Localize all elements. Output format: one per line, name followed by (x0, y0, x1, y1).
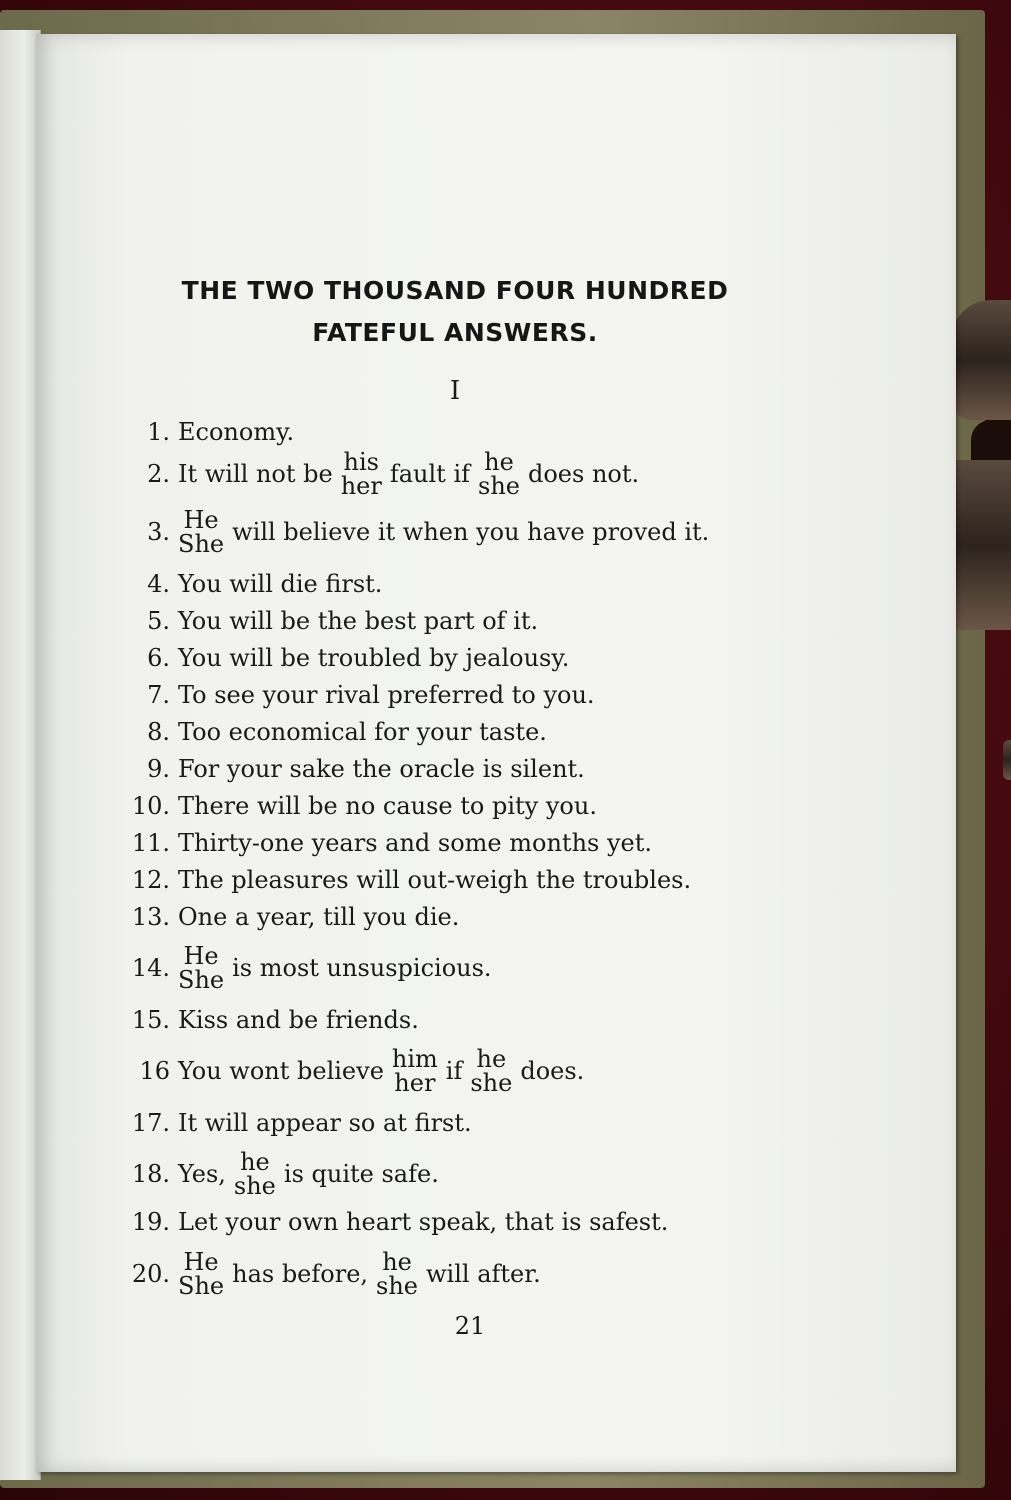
pronoun-top: He (183, 506, 219, 534)
answer-text: It will appear so at first. (178, 1109, 472, 1137)
answer-text: Yes, (178, 1160, 226, 1188)
page-number: 21 (454, 1312, 486, 1340)
pronoun-stack (341, 450, 382, 498)
pronoun-stack (376, 1250, 418, 1298)
answer-3 (110, 506, 710, 558)
answer-19 (110, 1204, 668, 1240)
answer-text: It will not be (178, 460, 333, 488)
answer-text: is quite safe. (283, 1160, 439, 1188)
answer-number: 14. (131, 954, 170, 982)
answer-text: For your sake the oracle is silent. (178, 755, 585, 783)
answer-text: One a year, till you die. (178, 903, 460, 931)
pronoun-bottom: she (233, 1172, 276, 1200)
pronoun-stack (178, 508, 224, 556)
pronoun-top: him (391, 1045, 438, 1073)
pronoun-bottom: she (376, 1272, 419, 1300)
answer-text: You will die first. (178, 570, 383, 598)
answer-16 (110, 1045, 585, 1097)
answer-number: 6. (147, 644, 170, 672)
metal-clasp (951, 300, 1011, 420)
answer-text: You will be troubled by jealousy. (178, 644, 570, 672)
section-number: I (449, 376, 461, 406)
pronoun-top: he (240, 1148, 270, 1176)
answer-text: does not. (527, 460, 640, 488)
answer-text: To see your rival preferred to you. (178, 681, 595, 709)
answer-12 (110, 862, 691, 898)
answer-text: will after. (426, 1260, 541, 1288)
pronoun-bottom: she (470, 1069, 513, 1097)
pronoun-top: he (484, 448, 514, 476)
answer-number: 12. (131, 866, 170, 894)
answer-text: fault if (389, 460, 470, 488)
page-heading-line1: THE TWO THOUSAND FOUR HUNDRED (181, 276, 729, 305)
answer-text: is most unsuspicious. (232, 954, 492, 982)
answer-number: 2. (147, 460, 170, 488)
answer-number: 9. (147, 755, 170, 783)
pronoun-stack (470, 1047, 512, 1095)
pronoun-bottom: her (394, 1069, 436, 1097)
answer-17 (110, 1105, 472, 1141)
answer-number: 11. (131, 829, 170, 857)
pronoun-bottom: She (178, 1272, 225, 1300)
answer-5 (110, 603, 538, 639)
answer-7 (110, 677, 595, 713)
answer-8 (110, 714, 547, 750)
pronoun-bottom: she (478, 472, 520, 500)
answer-13 (110, 899, 459, 935)
pronoun-top: He (183, 942, 219, 970)
answer-number: 5. (147, 607, 170, 635)
pronoun-top: he (476, 1045, 507, 1073)
answer-number: 10. (131, 792, 170, 820)
answer-11 (110, 825, 652, 861)
answer-18 (110, 1148, 439, 1200)
answer-9 (110, 751, 585, 787)
answer-number: 8. (147, 718, 170, 746)
answer-number: 4. (147, 570, 170, 598)
answer-number: 17. (131, 1109, 170, 1137)
pronoun-stack (234, 1150, 276, 1198)
answer-number: 16 (139, 1057, 170, 1085)
pronoun-stack (178, 1250, 224, 1298)
answer-6 (110, 640, 569, 676)
answer-number: 18. (131, 1160, 170, 1188)
answer-text: Kiss and be friends. (178, 1006, 419, 1034)
metal-clasp (1003, 740, 1011, 780)
answer-text: has before, (232, 1260, 369, 1288)
answer-14 (110, 942, 492, 994)
pronoun-bottom: She (178, 966, 225, 994)
answer-20 (110, 1248, 541, 1300)
answer-1 (110, 414, 294, 450)
answer-text: if (445, 1057, 463, 1085)
pronoun-top: his (343, 448, 379, 476)
answer-text: The pleasures will out-weigh the troubles. (178, 866, 692, 894)
pronoun-top: He (183, 1248, 219, 1276)
answer-text: does. (520, 1057, 585, 1085)
answer-10 (110, 788, 597, 824)
answer-number: 19. (131, 1208, 170, 1236)
answer-15 (110, 1002, 419, 1038)
answer-text: Let your own heart speak, that is safest. (178, 1208, 669, 1236)
answer-number: 20. (131, 1260, 170, 1288)
answer-number: 3. (147, 518, 170, 546)
answer-text: Thirty-one years and some months yet. (178, 829, 653, 857)
pronoun-stack (392, 1047, 438, 1095)
pronoun-top: he (382, 1248, 412, 1276)
answer-number: 7. (147, 681, 170, 709)
left-page-edge (0, 30, 41, 1480)
answer-number: 1. (147, 418, 170, 446)
pronoun-bottom: She (178, 530, 225, 558)
answer-text: You will be the best part of it. (178, 607, 539, 635)
answer-number: 13. (131, 903, 170, 931)
pronoun-stack (478, 450, 520, 498)
page-heading-line2: FATEFUL ANSWERS. (312, 318, 598, 347)
answer-2 (110, 448, 640, 500)
answer-text: will believe it when you have proved it. (232, 518, 710, 546)
answer-text: There will be no cause to pity you. (178, 792, 597, 820)
answer-text: Too economical for your taste. (178, 718, 547, 746)
answer-4 (110, 566, 382, 602)
pronoun-stack (178, 944, 224, 992)
answer-number: 15. (131, 1006, 170, 1034)
answer-text: Economy. (178, 418, 295, 446)
pronoun-bottom: her (340, 472, 382, 500)
answer-text: You wont believe (178, 1057, 384, 1085)
